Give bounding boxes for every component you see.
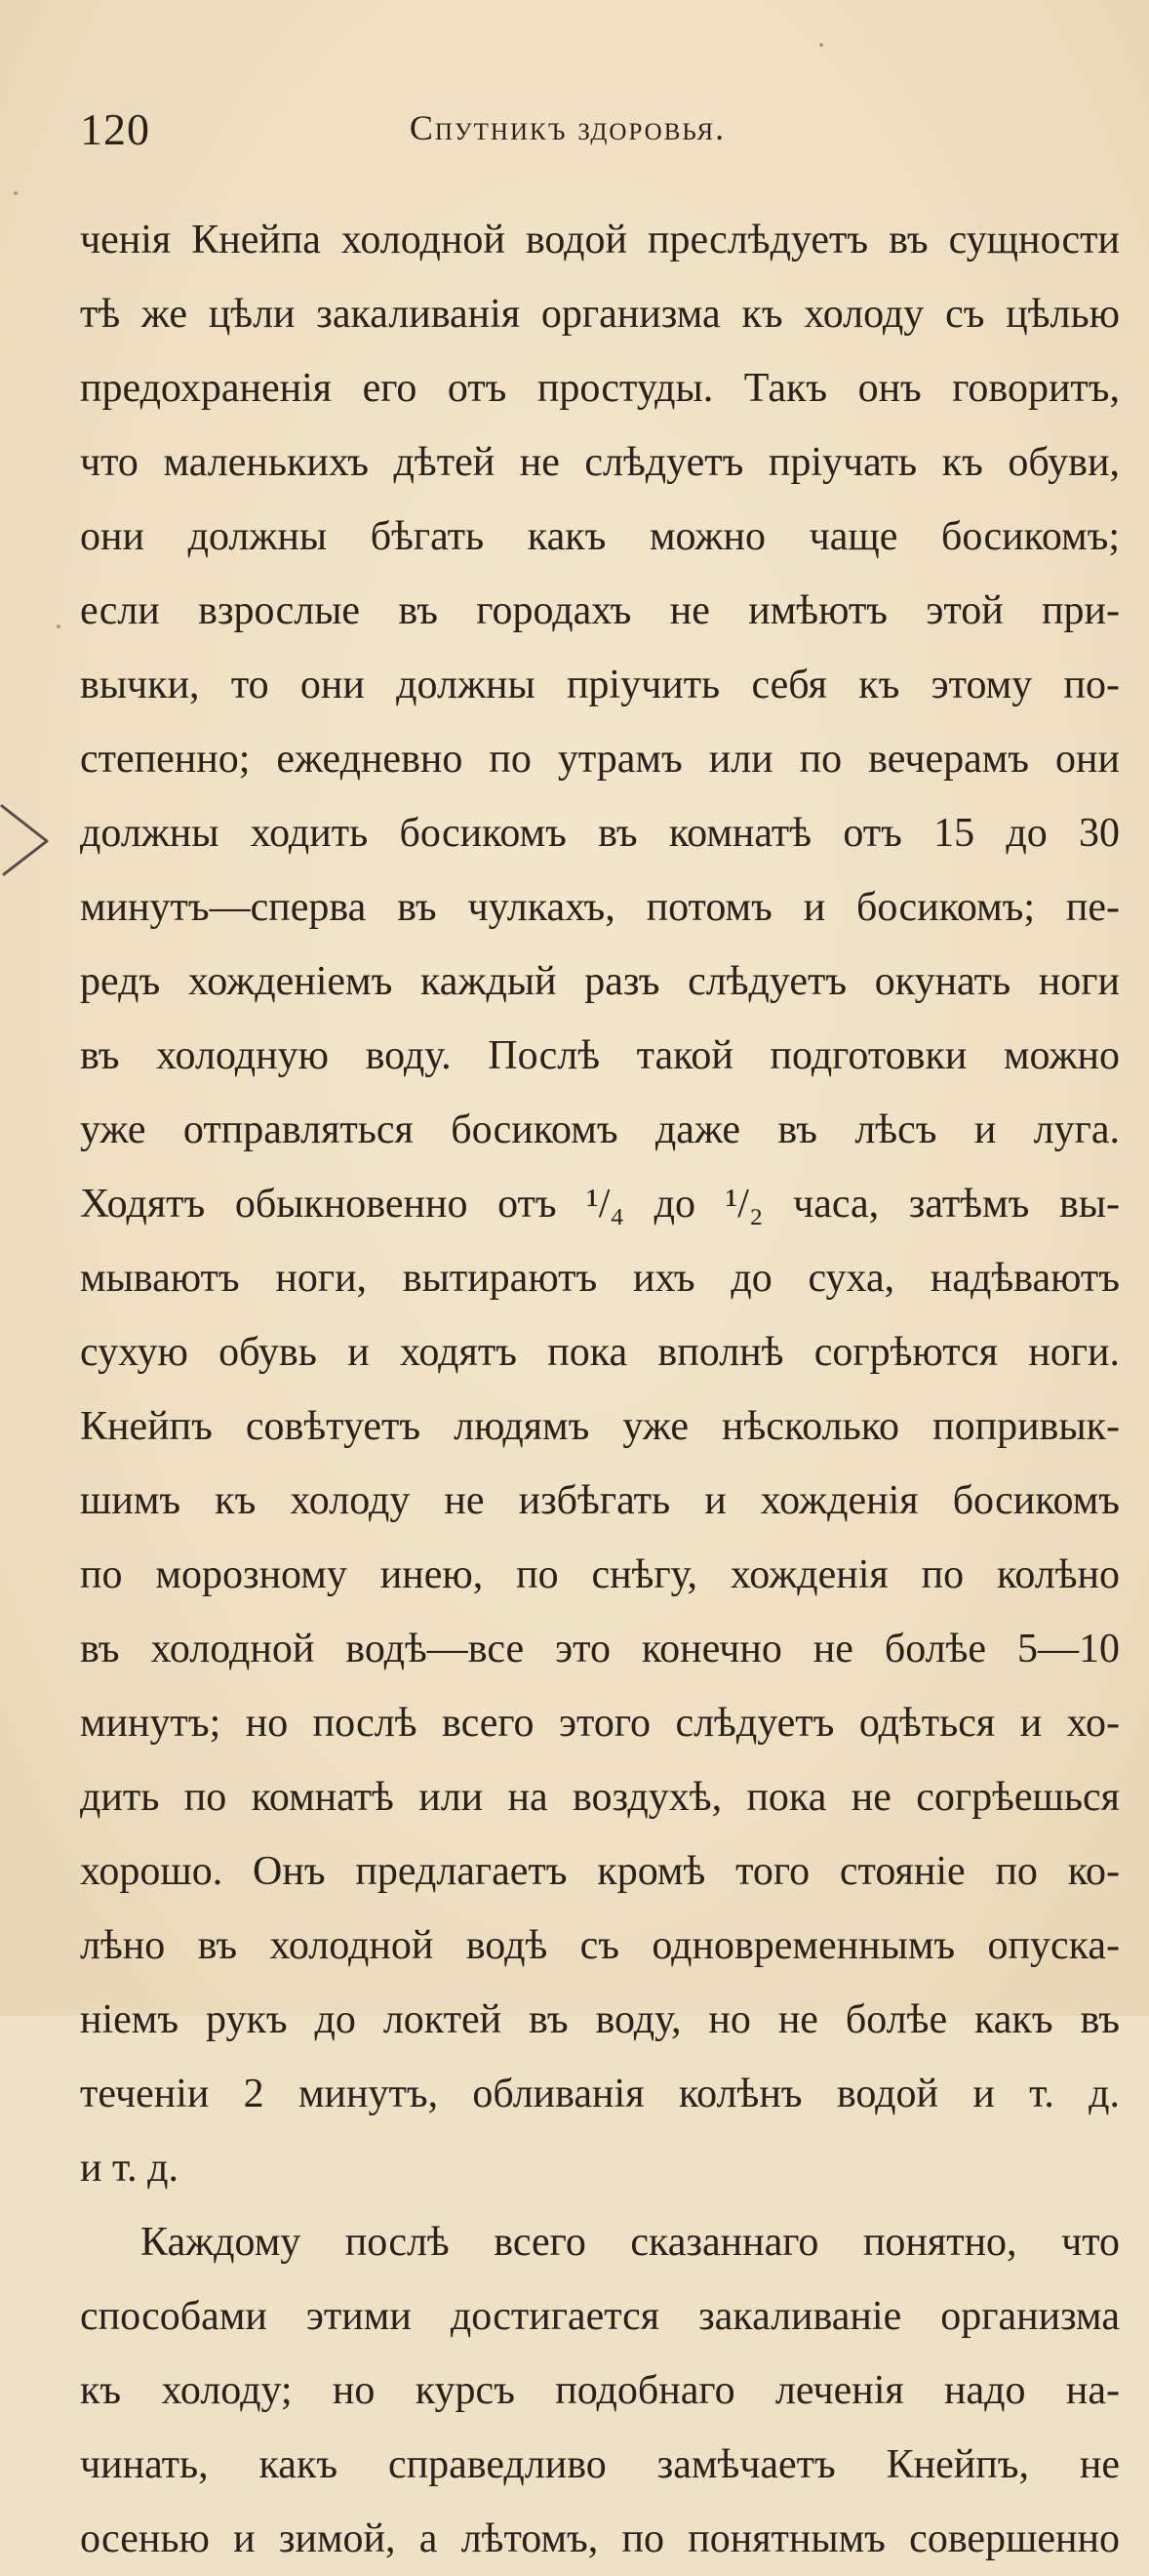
- text-line: минутъ; но послѣ всего этого слѣдуетъ одѣться и хо-: [80, 1701, 1120, 1746]
- text-line: должны ходить босикомъ въ комнатѣ отъ 15 до 30: [80, 811, 1120, 856]
- paper-speck: [819, 43, 823, 47]
- text-line: лѣно въ холодной водѣ съ одновременнымъ опуска-: [80, 1923, 1120, 1968]
- text-line: они должны бѣгать какъ можно чаще босикомъ;: [80, 514, 1120, 559]
- text-line: степенно; ежедневно по утрамъ или по вечерамъ они: [80, 737, 1120, 782]
- paragraph-2: [80, 2205, 1120, 2576]
- text-line: способами этими достигается закаливаніе организма: [80, 2294, 1120, 2339]
- paper-speck: [57, 624, 60, 628]
- text-line: вычки, то они должны пріучить себя къ этому по-: [80, 663, 1120, 707]
- text-line: Кнейпъ совѣтуетъ людямъ уже нѣсколько попривык-: [80, 1404, 1120, 1449]
- text-line: осенью и зимой, а лѣтомъ, по понятнымъ совершенно: [80, 2516, 1120, 2561]
- text-line: предохраненія его отъ простуды. Такъ онъ говоритъ,: [80, 366, 1120, 411]
- text-line: и т. д.: [80, 2146, 179, 2191]
- text-line: сухую обувь и ходятъ пока вполнѣ согрѣются ноги.: [80, 1330, 1120, 1375]
- text-line: уже отправляться босикомъ даже въ лѣсъ и луга.: [80, 1107, 1120, 1152]
- body-text: [80, 203, 1120, 2576]
- text-line: редъ хожденіемъ каждый разъ слѣдуетъ окунать ноги: [80, 959, 1120, 1004]
- text-line: теченіи 2 минутъ, обливанія колѣнъ водой и т. д.: [80, 2072, 1120, 2116]
- text-line: тѣ же цѣли закаливанія организма къ холоду съ цѣлью: [80, 292, 1120, 337]
- page-number: 120: [80, 104, 150, 154]
- text-line: въ холодную воду. Послѣ такой подготовки можно: [80, 1033, 1120, 1078]
- text-line: ченія Кнейпа холодной водой преслѣдуетъ въ сущности: [80, 218, 1120, 262]
- text-line: шимъ къ холоду не избѣгать и хожденія босикомъ: [80, 1478, 1120, 1523]
- text-line: въ холодной водѣ—все это конечно не болѣе 5—10: [80, 1627, 1120, 1671]
- text-line: хорошо. Онъ предлагаетъ кромѣ того стояніе по ко-: [80, 1849, 1120, 1894]
- text-line: по морозному инею, по снѣгу, хожденія по колѣно: [80, 1552, 1120, 1597]
- text-line: чинать, какъ справедливо замѣчаетъ Кнейпъ, не: [80, 2442, 1120, 2487]
- text-line: если взрослые въ городахъ не имѣютъ этой при-: [80, 588, 1120, 633]
- paragraph-1: [80, 203, 1120, 2205]
- paper-speck: [14, 191, 18, 195]
- text-line: минутъ—сперва въ чулкахъ, потомъ и босикомъ; пе-: [80, 885, 1120, 930]
- margin-bracket-mark: [0, 800, 59, 878]
- text-line: мываютъ ноги, вытираютъ ихъ до суха, надѣваютъ: [80, 1256, 1120, 1301]
- text-line: Каждому послѣ всего сказаннаго понятно, что: [140, 2220, 1120, 2265]
- running-title: Спутникъ здоровья.: [409, 108, 727, 147]
- text-line: что маленькихъ дѣтей не слѣдуетъ пріучать къ обуви,: [80, 440, 1120, 485]
- page-header: [80, 98, 1114, 166]
- text-line: ніемъ рукъ до локтей въ воду, но не болѣе какъ въ: [80, 1997, 1120, 2042]
- text-line: Ходятъ обыкновенно отъ ¹/₄ до ¹/₂ часа, затѣмъ вы-: [80, 1182, 1120, 1227]
- text-line: дить по комнатѣ или на воздухѣ, пока не согрѣешься: [80, 1775, 1120, 1820]
- text-line: къ холоду; но курсъ подобнаго леченія надо на-: [80, 2368, 1120, 2413]
